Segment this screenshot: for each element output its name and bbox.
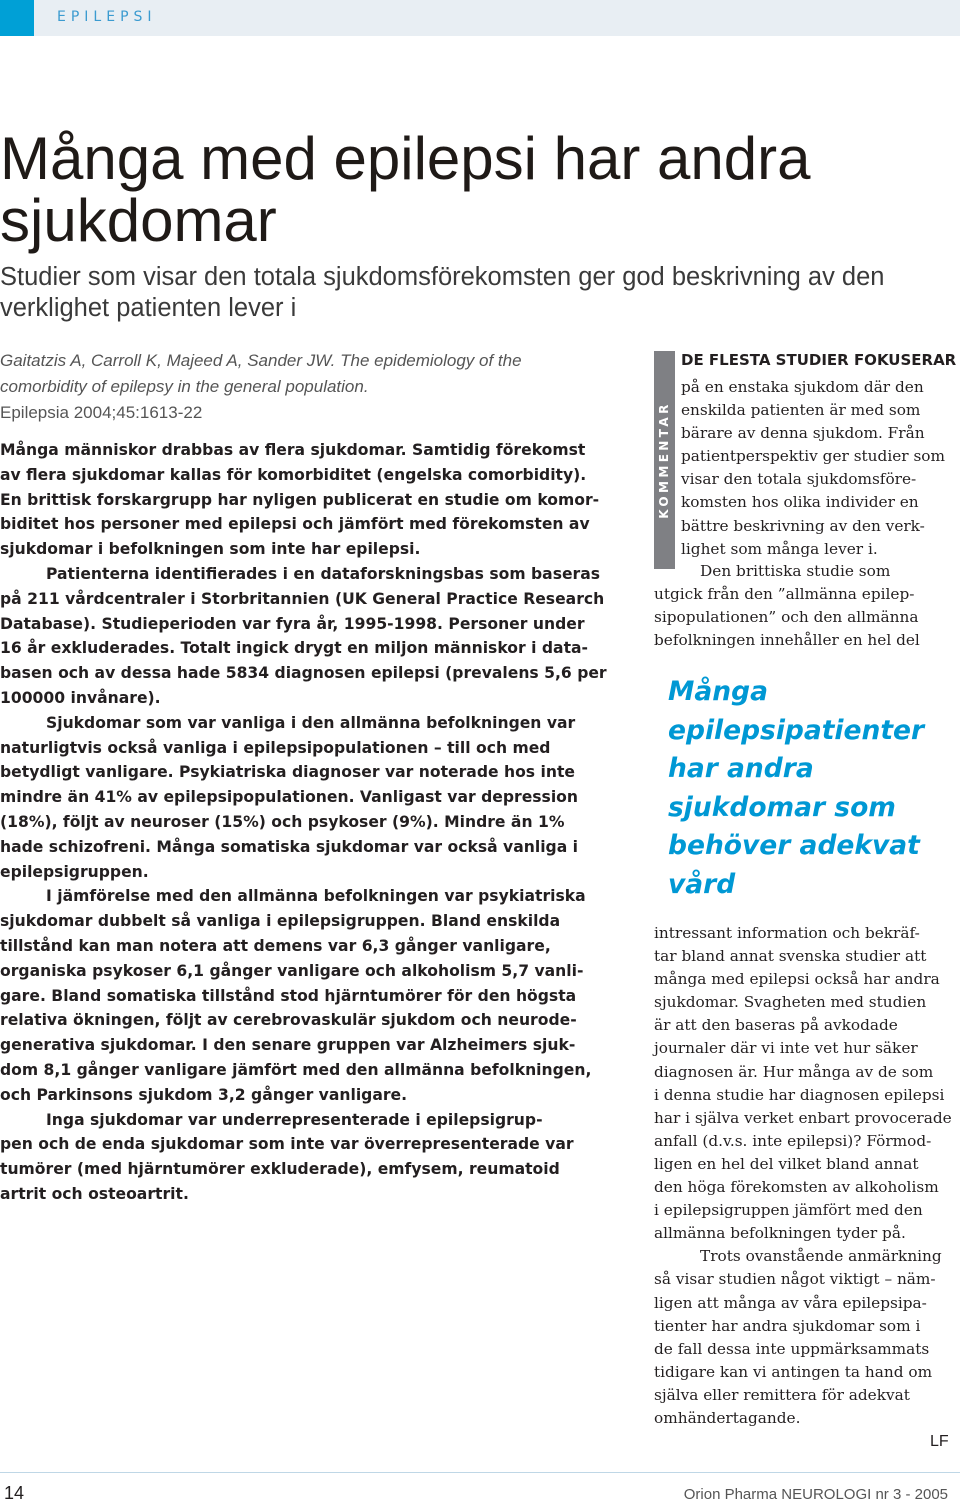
body-line: betydligt vanligare. Psykiatriska diagnoser var noterade hos inte xyxy=(0,763,575,782)
body-line: (18%), följt av neuroser (15%) och psykoser (9%). Mindre än 1% xyxy=(0,812,565,831)
body-line: 16 år exkluderades. Totalt ingick drygt en miljon människor i data- xyxy=(0,639,589,658)
sidebar-line: lighet som många lever i. xyxy=(681,539,878,558)
body-line: generativa sjukdomar. I den senare gruppen var Alzheimers sjuk- xyxy=(0,1036,576,1055)
body-line: av flera sjukdomar kallas för komorbiditet (engelska comorbidity). xyxy=(0,465,587,484)
sidebar-line: diagnosen är. Hur många av de som xyxy=(654,1062,934,1081)
sidebar-line: så visar studien något viktigt – näm- xyxy=(654,1270,936,1289)
sidebar-line: allmänna befolkningen tyder på. xyxy=(654,1224,906,1243)
body-line: artrit och osteoartrit. xyxy=(0,1184,189,1203)
section-label: EPILEPSI xyxy=(57,9,157,25)
pull-quote-line: sjukdomar som xyxy=(668,791,896,823)
body-line: I jämförelse med den allmänna befolkningen var psykiatriska xyxy=(46,887,586,906)
article-subtitle: Studier som visar den totala sjukdomsförekomsten ger god beskrivning av den verklighet patienten lever i xyxy=(0,263,885,322)
sidebar-line: ligen att många av våra epilepsipa- xyxy=(654,1293,927,1312)
article-title: Många med epilepsi har andra sjukdomar xyxy=(0,125,811,254)
body-line: Patienterna identifierades i en dataforskningsbas som baseras xyxy=(46,564,601,583)
body-line: En brittisk forskargrupp har nyligen publicerat en studie om komor- xyxy=(0,490,600,509)
sidebar-line: är att den baseras på avkodade xyxy=(654,1016,898,1035)
body-line: sjukdomar i befolkningen som inte har epilepsi. xyxy=(0,540,421,559)
reference-line: Gaitatzis A, Carroll K, Majeed A, Sander JW. The epidemiology of the xyxy=(0,351,522,370)
sidebar-text-bottom xyxy=(654,922,952,1430)
footer-divider xyxy=(0,1472,960,1473)
sidebar-line: bärare av denna sjukdom. Från xyxy=(681,424,925,443)
body-line: 100000 invånare). xyxy=(0,688,161,707)
pull-quote xyxy=(668,673,958,904)
body-line: dom 8,1 gånger vanligare jämfört med den allmänna befolkningen, xyxy=(0,1060,592,1079)
body-line: pen och de enda sjukdomar som inte var överrepresenterade var xyxy=(0,1135,574,1154)
sidebar-line: själva eller remittera för adekvat xyxy=(654,1385,910,1404)
sidebar-line: Den brittiska studie som xyxy=(700,562,891,580)
kommentar-label: KOMMENTAR xyxy=(657,401,671,519)
body-line: naturligtvis också vanliga i epilepsipopulationen – till och med xyxy=(0,738,551,757)
sidebar-text-mid xyxy=(654,560,920,652)
reference-citation xyxy=(0,348,620,426)
body-line: hade schizofreni. Många somatiska sjukdomar var också vanliga i xyxy=(0,837,578,856)
sidebar-line: Trots ovanstående anmärkning xyxy=(700,1247,942,1266)
sidebar-line: har i själva verket enbart provocerade xyxy=(654,1108,952,1127)
sidebar-line: sipopulationen” och den allmänna xyxy=(654,608,919,627)
reference-line: Epilepsia 2004;45:1613-22 xyxy=(0,403,203,422)
body-line: mindre än 41% av epilepsipopulationen. Vanligast var depression xyxy=(0,788,578,807)
sidebar-line: patientperspektiv ger studier som xyxy=(681,447,946,466)
sidebar-line: i epilepsigruppen jämfört med den xyxy=(654,1201,923,1220)
publication-name: Orion Pharma NEUROLOGI nr 3 - 2005 xyxy=(683,1486,948,1503)
body-line: relativa ökningen, följt av cerebrovaskulär sjukdom och neurode- xyxy=(0,1011,577,1030)
sidebar-heading: DE FLESTA STUDIER FOKUSERAR xyxy=(681,351,957,369)
body-line: tillstånd kan man notera att demens var 6,3 gånger vanligare, xyxy=(0,936,551,955)
page-number: 14 xyxy=(4,1483,25,1503)
body-line: Sjukdomar som var vanliga i den allmänna befolkningen var xyxy=(46,713,576,732)
article-body xyxy=(0,438,625,1207)
sidebar-line: tienter har andra sjukdomar som i xyxy=(654,1316,921,1335)
body-line: basen och av dessa hade 5834 diagnosen epilepsi (prevalens 5,6 per xyxy=(0,664,607,683)
sidebar-line: omhändertagande. xyxy=(654,1408,801,1427)
pull-quote-line: Många xyxy=(668,676,768,707)
body-line: tumörer (med hjärntumörer exkluderade), emfysem, reumatoid xyxy=(0,1160,560,1179)
author-signature: LF xyxy=(930,1433,949,1450)
sidebar-line: befolkningen innehåller en hel del xyxy=(654,631,920,650)
sidebar-line: intressant information och bekräf- xyxy=(654,924,920,942)
sidebar-line: utgick från den ”allmänna epilep- xyxy=(654,585,915,604)
sidebar-line: sjukdomar. Svagheten med studien xyxy=(654,993,927,1012)
pull-quote-line: har andra xyxy=(668,753,814,784)
sidebar-line: tidigare kan vi antingen ta hand om xyxy=(654,1362,933,1381)
reference-line: comorbidity of epilepsy in the general population. xyxy=(0,377,369,396)
sidebar-line: många med epilepsi också har andra xyxy=(654,970,940,989)
pull-quote-line: epilepsipatienter xyxy=(668,714,925,746)
sidebar-line: den höga förekomsten av alkoholism xyxy=(654,1178,939,1197)
body-line: Många människor drabbas av flera sjukdomar. Samtidig förekomst xyxy=(0,441,586,459)
sidebar-text-top xyxy=(681,376,945,561)
body-line: organiska psykoser 6,1 gånger vanligare och alkoholism 5,7 vanli- xyxy=(0,961,584,980)
sidebar-line: ligen en hel del vilket bland annat xyxy=(654,1154,919,1173)
body-line: sjukdomar dubbelt så vanliga i epilepsigruppen. Bland enskilda xyxy=(0,912,561,931)
section-color-marker xyxy=(0,0,34,36)
pull-quote-line: vård xyxy=(668,868,736,900)
body-line: gare. Bland somatiska tillstånd stod hjärntumörer för den högsta xyxy=(0,986,577,1005)
body-line: Inga sjukdomar var underrepresenterade i epilepsigrup- xyxy=(46,1110,543,1129)
sidebar-line: bättre beskrivning av den verk- xyxy=(681,516,925,535)
sidebar-line: de fall dessa inte uppmärksammats xyxy=(654,1339,930,1358)
sidebar-line: i denna studie har diagnosen epilepsi xyxy=(654,1085,945,1104)
body-line: epilepsigruppen. xyxy=(0,862,149,881)
pull-quote-line: behöver adekvat xyxy=(668,830,920,861)
body-line: på 211 vårdcentraler i Storbritannien (UK General Practice Research xyxy=(0,589,605,608)
sidebar-line: visar den totala sjukdomsföre- xyxy=(681,470,917,489)
body-line: biditet hos personer med epilepsi och jämfört med förekomsten av xyxy=(0,515,590,534)
sidebar-line: anfall (d.v.s. inte epilepsi)? Förmod- xyxy=(654,1131,932,1150)
body-line: och Parkinsons sjukdom 3,2 gånger vanligare. xyxy=(0,1085,408,1104)
body-line: Database). Studieperioden var fyra år, 1995-1998. Personer under xyxy=(0,614,585,633)
sidebar-line: tar bland annat svenska studier att xyxy=(654,947,927,966)
sidebar-line: komsten hos olika individer en xyxy=(681,493,919,512)
sidebar-line: enskilda patienten är med som xyxy=(681,401,921,420)
sidebar-line: på en enstaka sjukdom där den xyxy=(681,378,924,396)
sidebar-line: journaler där vi inte vet hur säker xyxy=(654,1039,918,1058)
